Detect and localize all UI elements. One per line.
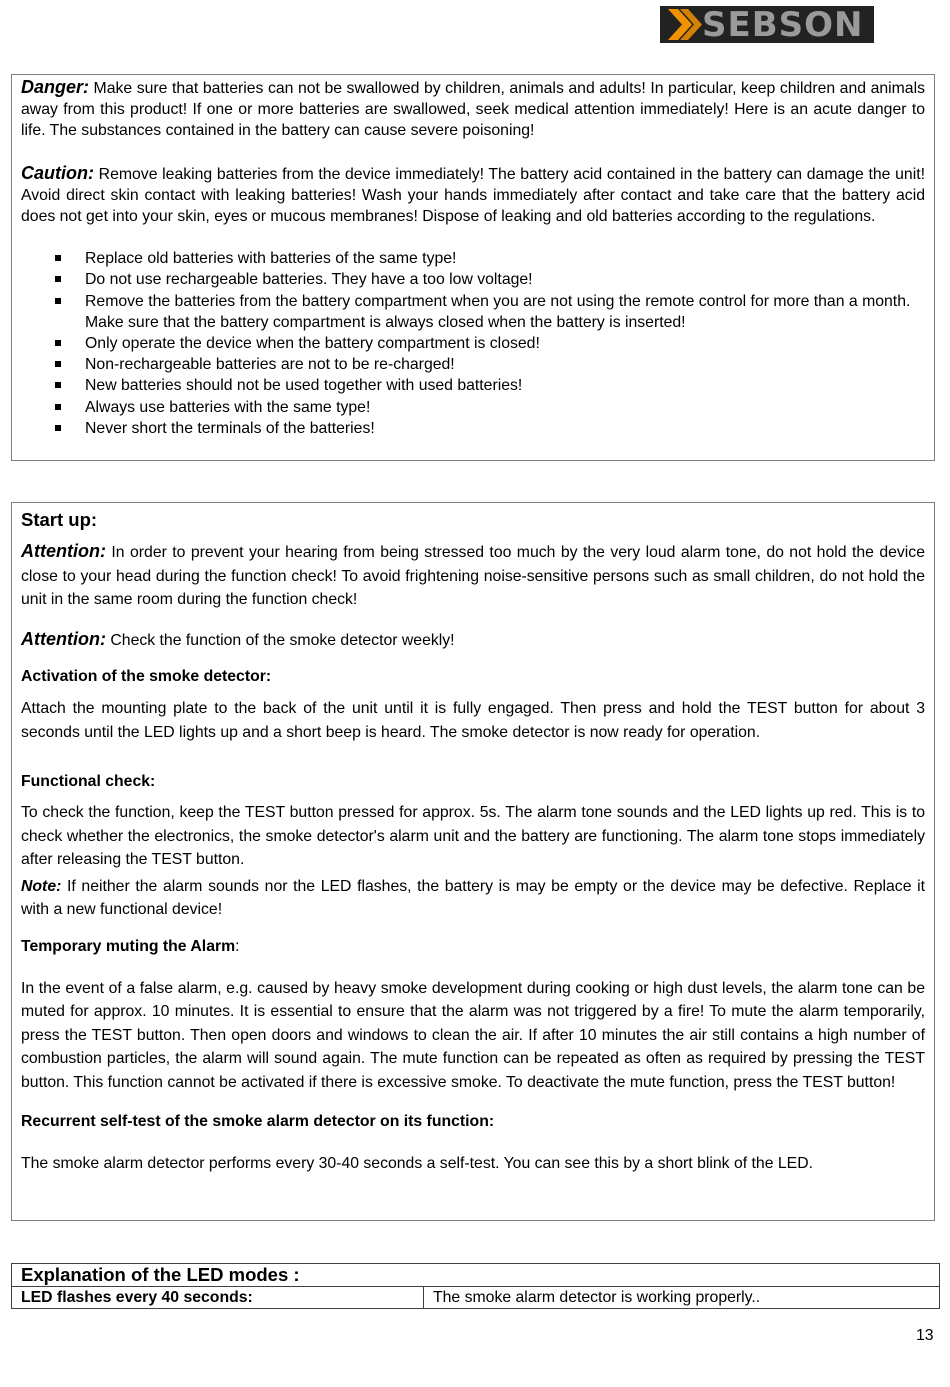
battery-bullet-list <box>21 248 925 439</box>
caution-text: Remove leaking batteries from the device immediately! The battery acid contained in the battery can damage the unit! Avoid direct skin contact with leaking batteries! Wash your hands immediately after contact and take care that the battery acid does not get into your skin, eyes or mucous membranes! Dispose of leaking and old batteries according to the regulations. <box>21 165 925 226</box>
sebson-logo <box>660 6 874 43</box>
note-paragraph <box>21 875 925 922</box>
list-item: Do not use rechargeable batteries. They have a too low voltage! <box>21 269 925 290</box>
table-header-row <box>12 1264 940 1287</box>
caution-label: Caution: <box>21 162 94 183</box>
caution-paragraph <box>21 163 925 228</box>
bullet-square-icon <box>55 340 61 346</box>
functional-check-heading: Functional check: <box>21 773 156 790</box>
attention-label: Attention: <box>21 628 106 649</box>
bullet-square-icon <box>55 404 61 410</box>
led-table-title: Explanation of the LED modes : <box>12 1264 940 1287</box>
muting-text: In the event of a false alarm, e.g. caused by heavy smoke development during cooking or high dust levels, the alarm tone can be muted for approx. 10 minutes. It is essential to ensure that the alarm was not triggered by a fire! To mute the alarm temporarily, press the TEST button. Then open doors and windows to clean the air. If after 10 minutes the air still contains a high number of combustion particles, the alarm will sound again. The mute function can be repeated as often as required by pressing the TEST button. This function cannot be activated if there is excessive smoke. To deactivate the mute function, press the TEST button! <box>21 979 925 1091</box>
list-item: Always use batteries with the same type! <box>21 397 925 418</box>
note-text: If neither the alarm sounds nor the LED flashes, the battery is may be empty or the device may be defective. Replace it with a new functional device! <box>21 877 926 918</box>
attention-weekly-paragraph <box>21 628 925 653</box>
list-item: Only operate the device when the battery compartment is closed! <box>21 333 925 354</box>
muting-heading-row <box>21 936 925 958</box>
functional-check-text: To check the function, keep the TEST button pressed for approx. 5s. The alarm tone sounds and the LED lights up red. This is to check whether the electronics, the smoke detector's alarm unit and the battery are functioning. The alarm tone stops immediately after releasing the TEST button. <box>21 804 925 868</box>
chevron-logo-icon <box>668 9 702 40</box>
list-item: Replace old batteries with batteries of the same type! <box>21 248 925 269</box>
attention-paragraph <box>21 540 925 612</box>
bullet-square-icon <box>55 361 61 367</box>
page-number: 13 <box>916 1327 934 1344</box>
danger-paragraph <box>21 77 925 142</box>
self-test-heading: Recurrent self-test of the smoke alarm detector on its function: <box>21 1113 495 1130</box>
danger-text: Make sure that batteries can not be swallowed by children, animals and adults! In particular, keep children and animals away from this product! If one or more batteries are swallowed, seek medical attention immediately! Here is an acute danger to life. The substances contained in the battery can cause severe poisoning! <box>21 80 925 140</box>
attention-label: Attention: <box>21 541 106 561</box>
battery-warnings-box <box>11 74 935 461</box>
activation-heading: Activation of the smoke detector: <box>21 668 272 685</box>
muting-colon: : <box>235 937 240 955</box>
muting-heading: Temporary muting the Alarm <box>21 937 236 955</box>
led-meaning-cell: The smoke alarm detector is working properly.. <box>424 1287 940 1309</box>
attention-weekly-text: Check the function of the smoke detector weekly! <box>110 631 455 649</box>
list-item: Non-rechargeable batteries are not to be re-charged! <box>21 354 925 375</box>
brand-name: SEBSON <box>702 6 864 43</box>
bullet-square-icon <box>55 298 61 304</box>
led-mode-cell: LED flashes every 40 seconds: <box>12 1287 424 1309</box>
activation-text: Attach the mounting plate to the back of the unit until it is fully engaged. Then press and hold the TEST button for about 3 seconds until the LED lights up and a short beep is heard. The smoke detector is now ready for operation. <box>21 700 925 741</box>
list-item: Remove the batteries from the battery compartment when you are not using the remote control for more than a month. Make sure that the battery compartment is always closed when the battery is inserted! <box>21 291 925 333</box>
list-item: New batteries should not be used together with used batteries! <box>21 375 925 396</box>
note-label: Note: <box>21 877 62 895</box>
danger-label: Danger: <box>21 77 90 97</box>
led-modes-table <box>11 1263 940 1309</box>
start-up-heading: Start up: <box>21 509 98 530</box>
bullet-square-icon <box>55 255 61 261</box>
self-test-text: The smoke alarm detector performs every 30-40 seconds a self-test. You can see this by a short blink of the LED. <box>21 1155 813 1172</box>
list-item: Never short the terminals of the batteries! <box>21 418 925 439</box>
bullet-square-icon <box>55 276 61 282</box>
bullet-square-icon <box>55 425 61 431</box>
bullet-square-icon <box>55 382 61 388</box>
attention-text: In order to prevent your hearing from being stressed too much by the very loud alarm tone, do not hold the device close to your head during the function check! To avoid frightening noise-sensitive persons such as small children, do not hold the unit in the same room during the function check! <box>21 544 925 608</box>
start-up-box <box>11 502 935 1221</box>
table-row <box>12 1287 940 1309</box>
